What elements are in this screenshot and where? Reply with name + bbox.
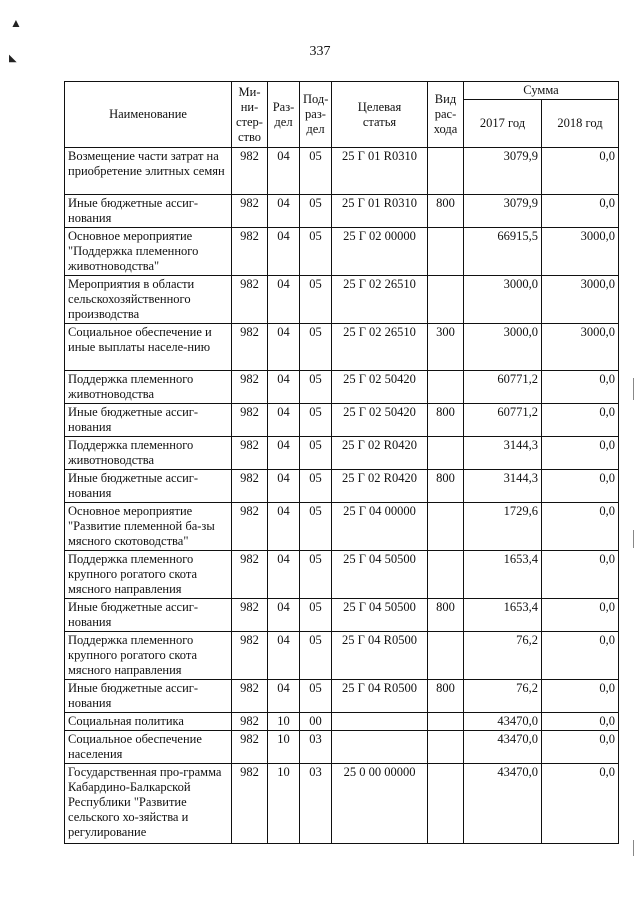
cell-expense-type xyxy=(428,148,464,195)
cell-name: Основное мероприятие "Поддержка племенного животноводства" xyxy=(65,228,232,276)
cell-2018: 3000,0 xyxy=(542,228,619,276)
cell-subsection: 05 xyxy=(300,503,332,551)
cell-2017: 1653,4 xyxy=(464,599,542,632)
cell-2017: 60771,2 xyxy=(464,404,542,437)
cell-ministry: 982 xyxy=(232,470,268,503)
cell-2017: 76,2 xyxy=(464,680,542,713)
cell-name: Иные бюджетные ассиг-нования xyxy=(65,470,232,503)
cell-subsection: 03 xyxy=(300,731,332,764)
cell-2018: 0,0 xyxy=(542,632,619,680)
cell-ministry: 982 xyxy=(232,195,268,228)
cell-2018: 0,0 xyxy=(542,371,619,404)
margin-mark-top: ▲ xyxy=(10,16,22,30)
cell-target xyxy=(332,713,428,731)
cell-target xyxy=(332,731,428,764)
cell-2017: 3000,0 xyxy=(464,276,542,324)
col-header-2018: 2018 год xyxy=(542,100,619,148)
cell-2018: 0,0 xyxy=(542,764,619,844)
col-header-ministry: Ми- ни- стер- ство xyxy=(232,82,268,148)
cell-ministry: 982 xyxy=(232,324,268,371)
cell-target: 25 0 00 00000 xyxy=(332,764,428,844)
cell-2017: 3144,3 xyxy=(464,470,542,503)
cell-2018: 0,0 xyxy=(542,731,619,764)
cell-ministry: 982 xyxy=(232,503,268,551)
scan-edge-mark xyxy=(633,378,634,400)
cell-ministry: 982 xyxy=(232,551,268,599)
col-header-expense-type: Вид рас- хода xyxy=(428,82,464,148)
cell-name: Иные бюджетные ассиг-нования xyxy=(65,680,232,713)
cell-subsection: 05 xyxy=(300,404,332,437)
cell-2017: 43470,0 xyxy=(464,764,542,844)
cell-target: 25 Г 02 26510 xyxy=(332,324,428,371)
scan-edge-mark xyxy=(633,840,634,856)
cell-target: 25 Г 04 R0500 xyxy=(332,632,428,680)
cell-target: 25 Г 02 R0420 xyxy=(332,437,428,470)
cell-name: Возмещение части затрат на приобретение элитных семян xyxy=(65,148,232,195)
cell-ministry: 982 xyxy=(232,276,268,324)
cell-subsection: 05 xyxy=(300,680,332,713)
cell-name: Социальное обеспечение населения xyxy=(65,731,232,764)
cell-subsection: 05 xyxy=(300,371,332,404)
table-row xyxy=(65,276,619,324)
cell-expense-type: 300 xyxy=(428,324,464,371)
cell-subsection: 05 xyxy=(300,195,332,228)
cell-subsection: 05 xyxy=(300,632,332,680)
cell-2017: 43470,0 xyxy=(464,713,542,731)
cell-2018: 0,0 xyxy=(542,680,619,713)
cell-2018: 3000,0 xyxy=(542,324,619,371)
cell-ministry: 982 xyxy=(232,599,268,632)
cell-ministry: 982 xyxy=(232,713,268,731)
cell-2018: 0,0 xyxy=(542,148,619,195)
cell-section: 04 xyxy=(268,551,300,599)
table-row xyxy=(65,437,619,470)
cell-section: 04 xyxy=(268,632,300,680)
cell-target: 25 Г 02 26510 xyxy=(332,276,428,324)
cell-expense-type: 800 xyxy=(428,680,464,713)
budget-table xyxy=(64,81,619,844)
table-row xyxy=(65,470,619,503)
cell-2018: 3000,0 xyxy=(542,276,619,324)
table-row xyxy=(65,599,619,632)
cell-ministry: 982 xyxy=(232,148,268,195)
cell-section: 10 xyxy=(268,731,300,764)
cell-2018: 0,0 xyxy=(542,599,619,632)
cell-2017: 43470,0 xyxy=(464,731,542,764)
cell-name: Поддержка племенного крупного рогатого скота мясного направления xyxy=(65,632,232,680)
cell-section: 04 xyxy=(268,680,300,713)
cell-section: 04 xyxy=(268,195,300,228)
cell-subsection: 05 xyxy=(300,228,332,276)
cell-section: 04 xyxy=(268,437,300,470)
cell-ministry: 982 xyxy=(232,731,268,764)
col-header-name: Наименование xyxy=(65,82,232,148)
cell-ministry: 982 xyxy=(232,680,268,713)
cell-subsection: 05 xyxy=(300,599,332,632)
table-row xyxy=(65,551,619,599)
table-row xyxy=(65,503,619,551)
table-row xyxy=(65,632,619,680)
cell-target: 25 Г 01 R0310 xyxy=(332,195,428,228)
cell-subsection: 00 xyxy=(300,713,332,731)
cell-target: 25 Г 02 R0420 xyxy=(332,470,428,503)
cell-expense-type: 800 xyxy=(428,195,464,228)
table-row xyxy=(65,324,619,371)
cell-expense-type xyxy=(428,731,464,764)
cell-name: Социальная политика xyxy=(65,713,232,731)
cell-name: Поддержка племенного крупного рогатого скота мясного направления xyxy=(65,551,232,599)
table-row xyxy=(65,713,619,731)
cell-target: 25 Г 04 00000 xyxy=(332,503,428,551)
margin-mark-bottom: ◣ xyxy=(9,53,17,64)
cell-2018: 0,0 xyxy=(542,503,619,551)
table-row xyxy=(65,764,619,844)
scan-edge-mark xyxy=(633,530,634,548)
col-header-section: Раз- дел xyxy=(268,82,300,148)
cell-expense-type: 800 xyxy=(428,404,464,437)
cell-2018: 0,0 xyxy=(542,713,619,731)
cell-expense-type xyxy=(428,437,464,470)
col-header-subsection: Под- раз- дел xyxy=(300,82,332,148)
cell-ministry: 982 xyxy=(232,437,268,470)
cell-expense-type xyxy=(428,371,464,404)
table-row xyxy=(65,148,619,195)
cell-2018: 0,0 xyxy=(542,404,619,437)
cell-section: 10 xyxy=(268,764,300,844)
cell-2017: 76,2 xyxy=(464,632,542,680)
cell-target: 25 Г 01 R0310 xyxy=(332,148,428,195)
cell-expense-type xyxy=(428,551,464,599)
cell-2017: 66915,5 xyxy=(464,228,542,276)
cell-2018: 0,0 xyxy=(542,470,619,503)
cell-name: Иные бюджетные ассиг-нования xyxy=(65,599,232,632)
cell-2018: 0,0 xyxy=(542,551,619,599)
cell-ministry: 982 xyxy=(232,764,268,844)
cell-subsection: 05 xyxy=(300,324,332,371)
cell-subsection: 03 xyxy=(300,764,332,844)
cell-section: 04 xyxy=(268,228,300,276)
cell-target: 25 Г 04 R0500 xyxy=(332,680,428,713)
table-row xyxy=(65,731,619,764)
cell-name: Основное мероприятие "Развитие племенной ба-зы мясного скотоводства" xyxy=(65,503,232,551)
cell-target: 25 Г 02 00000 xyxy=(332,228,428,276)
cell-section: 04 xyxy=(268,371,300,404)
cell-2018: 0,0 xyxy=(542,195,619,228)
cell-expense-type xyxy=(428,228,464,276)
cell-expense-type: 800 xyxy=(428,599,464,632)
cell-2017: 3144,3 xyxy=(464,437,542,470)
table-row xyxy=(65,404,619,437)
cell-2017: 3000,0 xyxy=(464,324,542,371)
cell-target: 25 Г 02 50420 xyxy=(332,404,428,437)
cell-section: 04 xyxy=(268,404,300,437)
cell-expense-type: 800 xyxy=(428,470,464,503)
cell-subsection: 05 xyxy=(300,470,332,503)
cell-section: 04 xyxy=(268,599,300,632)
table-row xyxy=(65,680,619,713)
col-header-sum: Сумма xyxy=(464,82,619,100)
cell-expense-type xyxy=(428,632,464,680)
cell-name: Государственная про-грамма Кабардино-Балкарской Республики "Развитие сельского хо-зяйства и регулирование xyxy=(65,764,232,844)
cell-ministry: 982 xyxy=(232,228,268,276)
page-number: 337 xyxy=(309,44,331,59)
cell-2017: 3079,9 xyxy=(464,148,542,195)
cell-section: 04 xyxy=(268,470,300,503)
cell-2017: 60771,2 xyxy=(464,371,542,404)
cell-expense-type xyxy=(428,276,464,324)
cell-section: 04 xyxy=(268,148,300,195)
cell-subsection: 05 xyxy=(300,276,332,324)
cell-section: 04 xyxy=(268,324,300,371)
cell-section: 04 xyxy=(268,503,300,551)
cell-ministry: 982 xyxy=(232,371,268,404)
table-row xyxy=(65,371,619,404)
cell-2017: 3079,9 xyxy=(464,195,542,228)
cell-name: Социальное обеспечение и иные выплаты населе-нию xyxy=(65,324,232,371)
cell-ministry: 982 xyxy=(232,404,268,437)
cell-section: 04 xyxy=(268,276,300,324)
cell-target: 25 Г 04 50500 xyxy=(332,599,428,632)
cell-2017: 1653,4 xyxy=(464,551,542,599)
cell-target: 25 Г 04 50500 xyxy=(332,551,428,599)
col-header-2017: 2017 год xyxy=(464,100,542,148)
cell-expense-type xyxy=(428,503,464,551)
cell-subsection: 05 xyxy=(300,148,332,195)
cell-ministry: 982 xyxy=(232,632,268,680)
col-header-target: Целевая статья xyxy=(332,82,428,148)
cell-name: Поддержка племенного животноводства xyxy=(65,437,232,470)
cell-section: 10 xyxy=(268,713,300,731)
cell-subsection: 05 xyxy=(300,437,332,470)
cell-name: Мероприятия в области сельскохозяйственного производства xyxy=(65,276,232,324)
cell-2017: 1729,6 xyxy=(464,503,542,551)
cell-expense-type xyxy=(428,764,464,844)
table-row xyxy=(65,195,619,228)
cell-name: Иные бюджетные ассиг-нования xyxy=(65,195,232,228)
cell-target: 25 Г 02 50420 xyxy=(332,371,428,404)
cell-name: Иные бюджетные ассиг-нования xyxy=(65,404,232,437)
cell-2018: 0,0 xyxy=(542,437,619,470)
cell-expense-type xyxy=(428,713,464,731)
cell-name: Поддержка племенного животноводства xyxy=(65,371,232,404)
table-row xyxy=(65,228,619,276)
cell-subsection: 05 xyxy=(300,551,332,599)
